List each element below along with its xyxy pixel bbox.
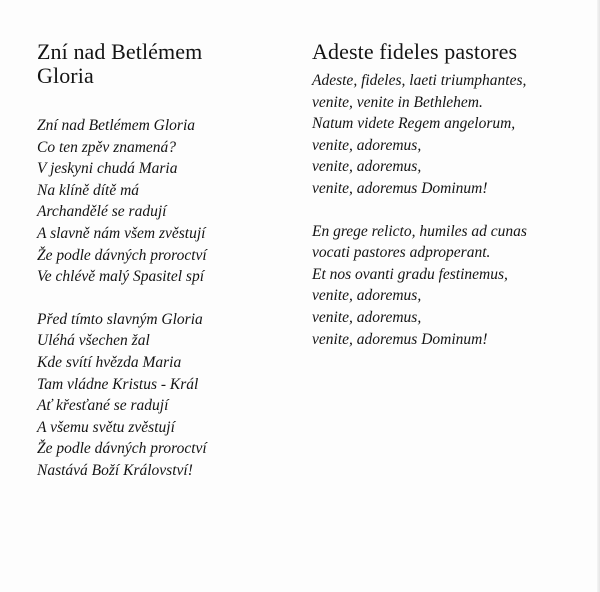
verse-line: venite, adoremus, [312, 158, 422, 176]
verse-line: Kde svítí hvězda Maria [37, 353, 182, 371]
latin-carol-column [312, 40, 592, 350]
verse-line: venite, adoremus, [312, 136, 422, 154]
verse-line: Na klíně dítě má [37, 181, 140, 199]
verse-line: venite, adoremus Dominum! [312, 179, 488, 197]
verse-line: En grege relicto, humiles ad cunas [312, 222, 527, 240]
verse-line: Et nos ovanti gradu festinemus, [312, 265, 508, 283]
czech-stanza-2 [37, 309, 287, 482]
verse-line: vocati pastores adproperant. [312, 244, 491, 262]
verse-line: venite, venite in Bethlehem. [312, 93, 483, 111]
latin-carol-title [312, 40, 592, 64]
verse-line: venite, adoremus, [312, 308, 422, 326]
verse-line: Před tímto slavným Gloria [37, 310, 203, 328]
verse-line: venite, adoremus, [312, 287, 422, 305]
verse-line: V jeskyni chudá Maria [37, 160, 178, 178]
latin-stanza-1 [312, 70, 592, 200]
verse-line: Zní nad Betlémem Gloria [37, 117, 195, 134]
verse-line: Že podle dávných proroctví [37, 440, 207, 458]
czech-stanza-1 [37, 115, 287, 288]
czech-carol-title [37, 40, 287, 88]
verse-line: venite, adoremus Dominum! [312, 330, 488, 348]
verse-line: Ať křesťané se radují [37, 397, 169, 415]
verse-line: Adeste, fideles, laeti triumphantes, [312, 72, 527, 89]
verse-line: Tam vládne Kristus - Král [37, 375, 199, 393]
verse-line: Archandělé se radují [37, 203, 167, 221]
verse-line: Nastává Boží Království! [37, 461, 193, 479]
verse-line: Natum videte Regem angelorum, [312, 115, 516, 133]
czech-carol-column [37, 40, 287, 482]
latin-stanza-2 [312, 221, 592, 351]
title-line: Adeste fideles pastores [312, 39, 518, 64]
verse-line: Co ten zpěv znamená? [37, 138, 177, 156]
verse-line: A slavně nám všem zvěstují [37, 224, 206, 242]
verse-line: Že podle dávných proroctví [37, 246, 207, 264]
verse-line: A všemu světu zvěstují [37, 418, 175, 436]
verse-line: Ve chlévě malý Spasitel spí [37, 268, 205, 286]
title-line: Zní nad Betlémem [37, 39, 203, 64]
title-line: Gloria [37, 63, 94, 88]
verse-line: Uléhá všechen žal [37, 332, 150, 350]
